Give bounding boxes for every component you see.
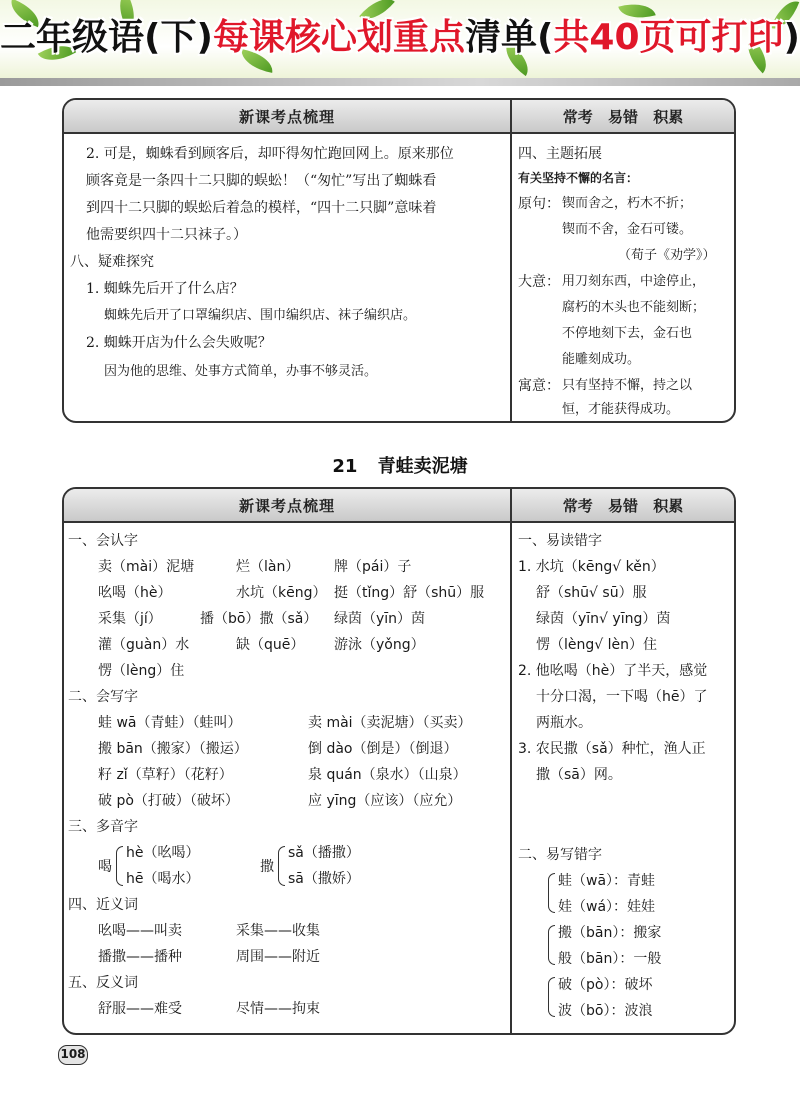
section-heading: 四、主题拓展 [518, 146, 602, 162]
synonym-pair: 周围——附近 [236, 949, 320, 965]
box-header-left: 新课考点梳理 [238, 497, 335, 515]
text-line: 锲而不舍，金石可镂。 [562, 222, 693, 237]
text-line: 2. 他吆喝（hè）了半天，感觉 [518, 663, 708, 679]
answer: 因为他的思维、处事方式简单，办事不够灵活。 [104, 364, 378, 379]
write-item: 卖 mài（卖泥塘）（买卖） [308, 715, 472, 731]
left-column [64, 100, 510, 423]
brace-icon [116, 846, 123, 886]
vocab-item: 绿茵（yīn）茵 [334, 611, 426, 627]
question: 1. 蜘蛛先后开了什么店？ [86, 281, 244, 297]
write-item: 蛙 wā（青蛙）（蛙叫） [98, 715, 242, 731]
right-column [512, 100, 734, 423]
text-line: 到四十二只脚的蜈蚣后着急的模样，“四十二只脚”意味着 [86, 200, 437, 216]
section-heading: 二、会写字 [68, 689, 138, 705]
box-header-right: 常考 易错 积累 [562, 497, 684, 515]
text-line: 撒（sā）网。 [536, 767, 622, 783]
text-line: 腐朽的木头也不能刻断； [562, 300, 706, 315]
vocab-item: 愣（lèng）住 [98, 663, 185, 679]
write-item: 泉 quán（泉水）（山泉） [308, 767, 467, 783]
vocab-item: 缺（quē） [236, 637, 305, 653]
section-heading: 一、易读错字 [518, 533, 602, 549]
answer: 蜘蛛先后开了口罩编织店、围巾编织店、袜子编织店。 [104, 308, 417, 323]
section-heading: 五、反义词 [68, 975, 138, 991]
text-line: 愣（lèng√ lèn）住 [536, 637, 658, 653]
text-line: 能雕刻成功。 [562, 352, 641, 367]
polyphone-reading: hè（吆喝） [126, 845, 200, 861]
vocab-item: 游泳（yǒng） [334, 637, 425, 653]
text-line: 3. 农民撒（sǎ）种忙，渔人正 [518, 741, 706, 757]
text-line: 十分口渴，一下喝（hē）了 [536, 689, 708, 705]
header-banner [0, 0, 800, 78]
right-column [512, 489, 734, 1035]
brace-icon [548, 925, 555, 965]
text-line: 顾客竟是一条四十二只脚的蜈蚣！（“匆忙”写出了蜘蛛看 [86, 173, 437, 189]
section-heading: 三、多音字 [68, 819, 138, 835]
antonym-pair: 尽情——拘束 [236, 1001, 320, 1017]
page-number: 108 [58, 1045, 88, 1065]
text-line: 锲而舍之，朽木不折； [562, 196, 693, 211]
label: 原句： [518, 196, 560, 212]
text-line: 用刀刻东西，中途停止， [562, 274, 706, 289]
char-pair: 娃（wá）：娃娃 [558, 899, 656, 915]
text-line: 2. 可是，蜘蛛看到顾客后，却吓得匆忙跑回网上。原来那位 [86, 146, 454, 162]
text-line: 他需要织四十二只袜子。） [86, 227, 247, 243]
polyphone-reading: sǎ（播撒） [288, 845, 360, 861]
char-pair: 蛙（wā）：青蛙 [558, 873, 656, 889]
notes-box-2 [62, 487, 736, 1035]
write-item: 搬 bān（搬家）（搬运） [98, 741, 248, 757]
polyphone-reading: sā（撒娇） [288, 871, 360, 887]
section-heading: 八、疑难探究 [70, 254, 154, 270]
write-item: 籽 zǐ（草籽）（花籽） [98, 767, 233, 783]
label: 寓意： [518, 378, 560, 394]
brace-icon [548, 977, 555, 1017]
char-pair: 般（bān）：一般 [558, 951, 662, 967]
header-divider [0, 78, 800, 86]
vocab-item: 吆喝（hè） [98, 585, 172, 601]
vocab-item: 播（bō）撒（sǎ） [200, 611, 318, 627]
lesson-name: 青蛙卖泥塘 [377, 456, 468, 477]
lesson-title [0, 452, 800, 478]
antonym-pair: 舒服——难受 [98, 1001, 182, 1017]
brace-icon [278, 846, 285, 886]
vocab-item: 卖（mài）泥塘 [98, 559, 195, 575]
vocab-item: 牌（pái）子 [334, 559, 412, 575]
left-column [64, 489, 510, 1035]
source: （荀子《劝学》） [618, 248, 716, 263]
text-line: 舒（shū√ sū）服 [536, 585, 647, 601]
vocab-item: 水坑（kēng） [236, 585, 327, 601]
section-heading: 一、会认字 [68, 533, 138, 549]
polyphone-reading: hē（喝水） [126, 871, 200, 887]
label: 大意： [518, 274, 560, 290]
box-header-right: 常考 易错 积累 [562, 108, 684, 126]
question: 2. 蜘蛛开店为什么会失败呢？ [86, 335, 272, 351]
lesson-number: 21 [332, 456, 358, 477]
text-line: 1. 水坑（kēng√ kěn） [518, 559, 665, 575]
section-heading: 二、易写错字 [518, 847, 602, 863]
char-pair: 搬（bān）：搬家 [558, 925, 662, 941]
synonym-pair: 吆喝——叫卖 [98, 923, 182, 939]
text-line: 不停地刻下去，金石也 [562, 326, 693, 341]
polyphone-char: 撒 [260, 859, 274, 875]
vocab-item: 挺（tǐng）舒（shū）服 [334, 585, 485, 601]
banner-title: 二年级语(下)每课核心划重点清单(共40页可打印) [0, 17, 800, 58]
synonym-pair: 采集——收集 [236, 923, 320, 939]
text-line: 两瓶水。 [536, 715, 592, 731]
vocab-item: 采集（jí） [98, 611, 162, 627]
polyphone-char: 喝 [98, 859, 112, 875]
subheading: 有关坚持不懈的名言： [518, 171, 639, 185]
section-heading: 四、近义词 [68, 897, 138, 913]
text-line: 恒，才能获得成功。 [562, 402, 680, 417]
vocab-item: 灌（guàn）水 [98, 637, 190, 653]
write-item: 倒 dào（倒是）（倒退） [308, 741, 458, 757]
brace-icon [548, 873, 555, 913]
text-line: 绿茵（yīn√ yīng）茵 [536, 611, 671, 627]
box-header-left: 新课考点梳理 [238, 108, 335, 126]
char-pair: 破（pò）：破坏 [558, 977, 653, 993]
notes-box-1 [62, 98, 736, 423]
write-item: 应 yīng（应该）（应允） [308, 793, 462, 809]
char-pair: 波（bō）：波浪 [558, 1003, 653, 1019]
vocab-item: 烂（làn） [236, 559, 300, 575]
write-item: 破 pò（打破）（破坏） [98, 793, 239, 809]
text-line: 只有坚持不懈，持之以 [562, 378, 693, 393]
synonym-pair: 播撒——播种 [98, 949, 182, 965]
